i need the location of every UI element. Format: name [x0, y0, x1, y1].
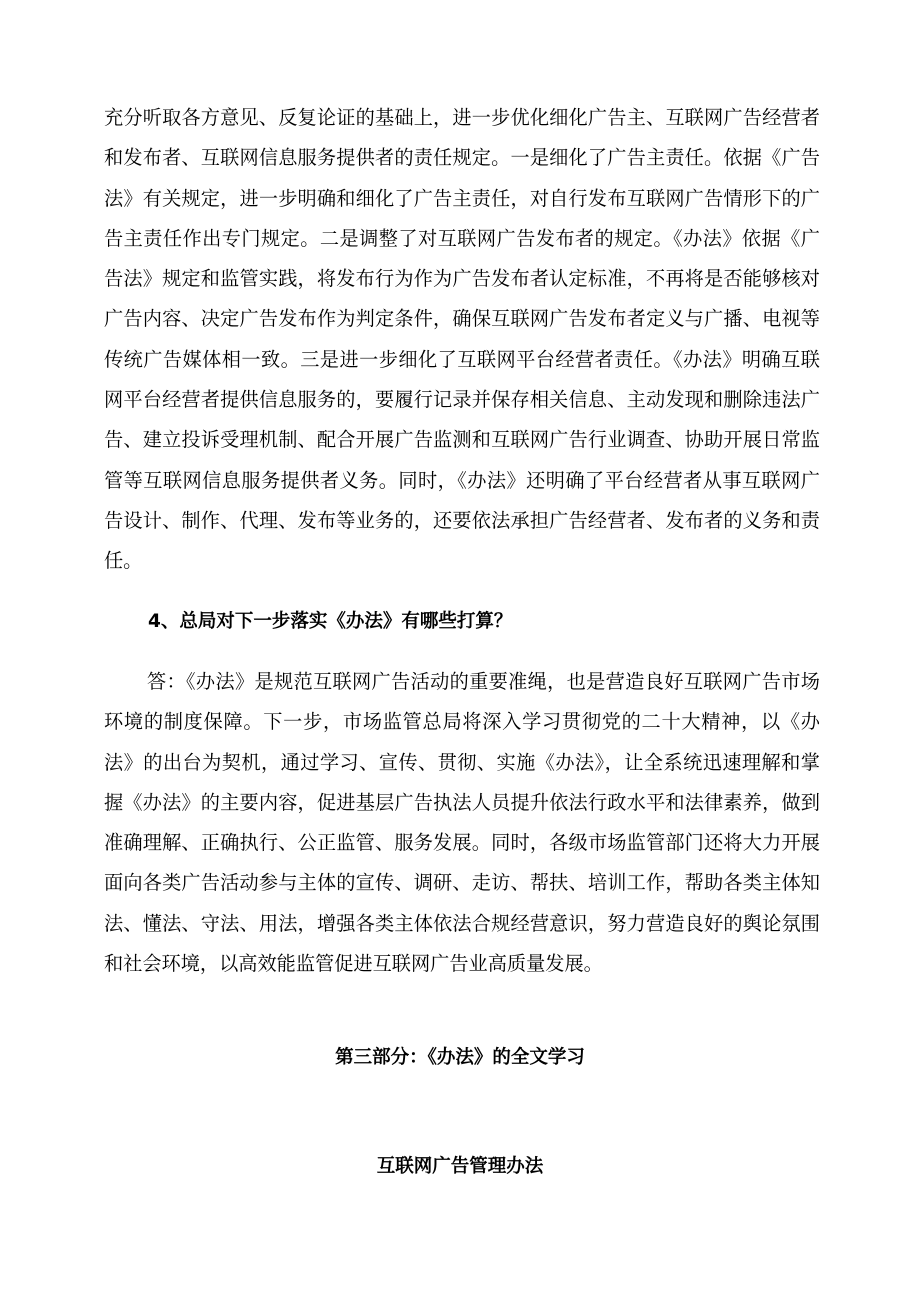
- body-paragraph: 充分听取各方意见、反复论证的基础上，进一步优化细化广告主、互联网广告经营者和发布者、互联网信息服务提供者的责任规定。一是细化了广告主责任。依据《广告法》有关规定，进一步明确和细化了广告主责任，对自行发布互联网广告情形下的广告主责任作出专门规定。二是调整了对互联网广告发布者的规定。《办法》依据《广告法》规定和监管实践，将发布行为作为广告发布者认定标准，不再将是否能够核对广告内容、决定广告发布作为判定条件，确保互联网广告发布者定义与广播、电视等传统广告媒体相一致。三是进一步细化了互联网平台经营者责任。《办法》明确互联网平台经营者提供信息服务的，要履行记录并保存相关信息、主动发现和删除违法广告、建立投诉受理机制、配合开展广告监测和互联网广告行业调查、协助开展日常监管等互联网信息服务提供者义务。同时，《办法》还明确了平台经营者从事互联网广告设计、制作、代理、发布等业务的，还要依法承担广告经营者、发布者的义务和责任。: [104, 106, 820, 573]
- section-heading: 第三部分：《办法》的全文学习: [335, 1047, 585, 1068]
- question-heading: 4、总局对下一步落实《办法》有哪些打算？: [148, 611, 513, 632]
- answer-paragraph: 答：《办法》是规范互联网广告活动的重要准绳，也是营造良好互联网广告市场环境的制度保障。下一步，市场监管总局将深入学习贯彻党的二十大精神，以《办法》的出台为契机，通过学习、宣传、贯彻、实施《办法》，让全系统迅速理解和掌握《办法》的主要内容，促进基层广告执法人员提升依法行政水平和法律素养，做到准确理解、正确执行、公正监管、服务发展。同时，各级市场监管部门还将大力开展面向各类广告活动参与主体的宣传、调研、走访、帮扶、培训工作，帮助各类主体知法、懂法、守法、用法，增强各类主体依法合规经营意识，努力营造良好的舆论氛围和社会环境，以高效能监管促进互联网广告业高质量发展。: [104, 670, 820, 976]
- document-title: 互联网广告管理办法: [376, 1156, 544, 1177]
